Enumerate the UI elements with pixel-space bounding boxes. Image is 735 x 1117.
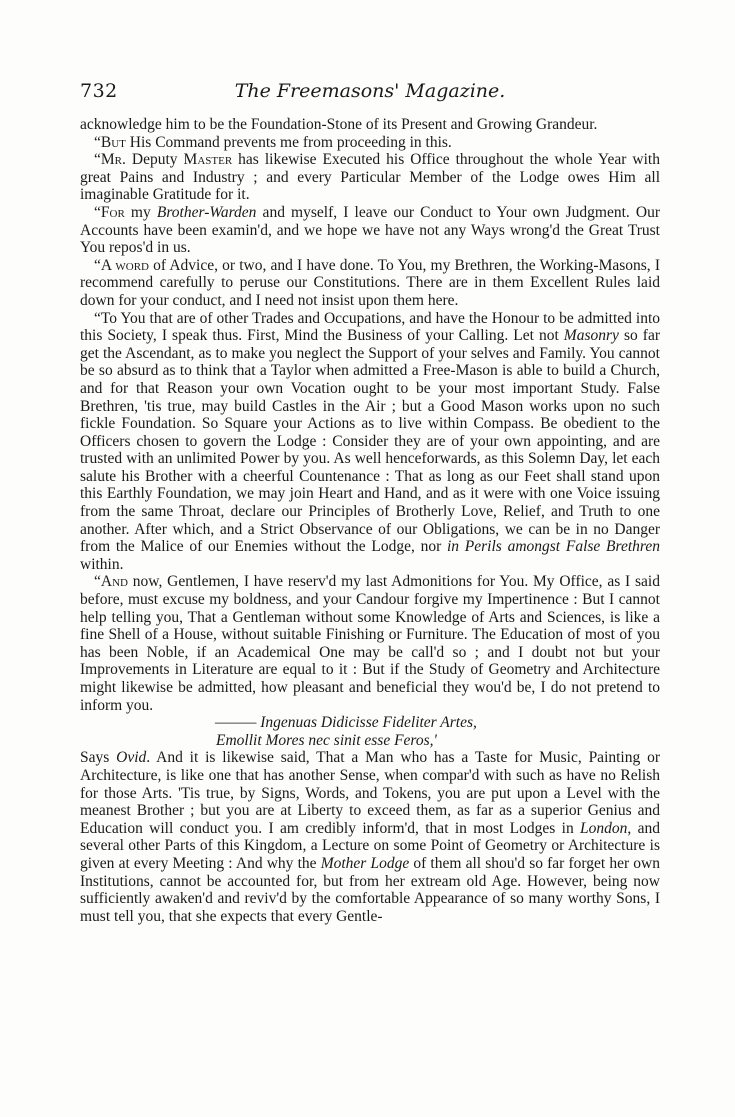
small-caps-text: And — [100, 573, 128, 591]
verse-line-1: ——— Ingenuas Didicisse Fideliter Artes, — [215, 714, 477, 732]
italic-text: Mother Lodge — [320, 854, 410, 872]
paragraph — [80, 204, 660, 257]
text-run: has likewise Executed his Office throughout the whole Year with great Pains and Industry ; and every Particular Member of the Lodge owes Him all imaginable Gratitude for it. — [80, 151, 660, 204]
text-run: “To You that are of other Trades and Occupations, and have the Honour to be admitted into this Society, I speak thus. First, Mind the Business of your Calling. Let not — [80, 309, 660, 345]
text-run: and myself, I leave our Conduct to Your own Judgment. Our Accounts have been examin'd, and we hope we have not any Ways wrong'd the Great Trust You repos'd in us. — [80, 203, 661, 257]
text-run: “ — [94, 151, 101, 169]
small-caps-text: word — [115, 256, 149, 274]
text-run: , and several other Parts of this Kingdom, a Lecture on some Point of Geometry or Architecture is given at every Meeting : And why the — [80, 819, 660, 872]
paragraph-list — [80, 116, 660, 714]
italic-text: in Perils amongst False Brethren — [447, 538, 661, 556]
text-run: so far get the Ascendant, as to make you neglect the Support of your selves and Family. You cannot be so absurd as to think that a Taylor when admitted a Free-Mason is able to build a Church, and for that Reason your own Vocation ought to be your most important Study. False Brethren, 'tis true, may build Castles in the Air ; but a Good Mason works upon no such fickle Foundation. So Square your Actions as to live within Compass. Be obedient to the Officers chosen to govern the Lodge : Consider they are of your own appointing, and are trusted with an unlimited Power by you. As well henceforwards, as this Solemn Day, let each salute his Brother with a cheerful Countenance : That as long as our Feet shall stand upon this Earthly Foundation, we may join Heart and Hand, and as it were with one Voice issuing from the same Throat, declare our Principles of Brotherly Love, Relief, and Truth to one another. After which, and a Strict Observance of our Obligations, we can be in no Danger from the Malice of our Enemies without the Lodge, nor — [80, 327, 660, 556]
text-run: “ — [94, 133, 101, 151]
text-run: of Advice, or two, and I have done. To You, my Brethren, the Working-Masons, I recommend carefully to peruse our Constitutions. There are in them Excellent Rules laid down for your conduct, and I need not insist upon them here. — [80, 256, 660, 309]
text-run: “ — [94, 573, 101, 591]
italic-text: London — [580, 819, 628, 837]
italic-text: Brother-Warden — [156, 203, 257, 221]
text-run: of them all shou'd so far forget her own Institutions, cannot be accounted for, but from her extream old Age. However, being now sufficiently awaken'd and reviv'd by the comfortable Appearance of so many worthy Sons, I must tell you, that she expects that every Gentle- — [80, 854, 660, 925]
verse-line-2: Emollit Mores nec sinit esse Feros,' — [216, 731, 437, 749]
text-run: His Command prevents me from proceeding in this. — [125, 133, 452, 151]
paragraph — [80, 310, 660, 574]
page-number: 732 — [80, 80, 118, 102]
text-run: “ — [94, 203, 101, 221]
text-run: Deputy — [125, 151, 184, 169]
small-caps-text: Master — [183, 151, 233, 169]
text-run: my — [124, 203, 157, 221]
article-body — [80, 116, 660, 925]
small-caps-text: For — [100, 203, 125, 221]
italic-text: Masonry — [563, 327, 619, 345]
italic-text: Ovid — [116, 749, 147, 767]
small-caps-text: But — [100, 133, 126, 151]
paragraph — [80, 151, 660, 204]
paragraph — [80, 573, 660, 714]
paragraph — [80, 257, 660, 310]
text-run: . And it is likewise said, That a Man who has a Taste for Music, Painting or Architecture, is like one that has another Sense, when compar'd with such as have no Relish for those Arts. 'Tis true, by Signs, Words, and Tokens, you are put upon a Level with the meanest Brother ; but you are at Liberty to exceed them, as far as a superior Genius and Education will conduct you. I am credibly inform'd, that in most Lodges in — [80, 749, 660, 837]
text-run: “A — [94, 256, 116, 274]
paragraph — [80, 116, 660, 134]
paragraph — [80, 134, 660, 152]
text-run: acknowledge him to be the Foundation-Stone of its Present and Growing Grandeur. — [80, 116, 598, 133]
closing-paragraph — [80, 749, 660, 925]
page-header — [80, 80, 660, 110]
text-run: within. — [80, 555, 124, 573]
small-caps-text: Mr. — [100, 151, 126, 169]
running-title: The Freemasons' Magazine. — [234, 80, 506, 102]
text-run: Says — [80, 749, 117, 767]
text-run: now, Gentlemen, I have reserv'd my last Admonitions for You. My Office, as I said before, must excuse my boldness, and your Candour forgive my Impertinence : But I cannot help telling you, That a Gentleman without some Knowledge of Arts and Sciences, is like a fine Shell of a House, without suitable Finishing or Furniture. The Education of most of you has been Noble, if an Academical One may be call'd so ; and I doubt not but your Improvements in Literature are equal to it : But if the Study of Geometry and Architecture might likewise be admitted, how pleasant and beneficial they wou'd be, I do not pretend to inform you. — [80, 573, 660, 714]
